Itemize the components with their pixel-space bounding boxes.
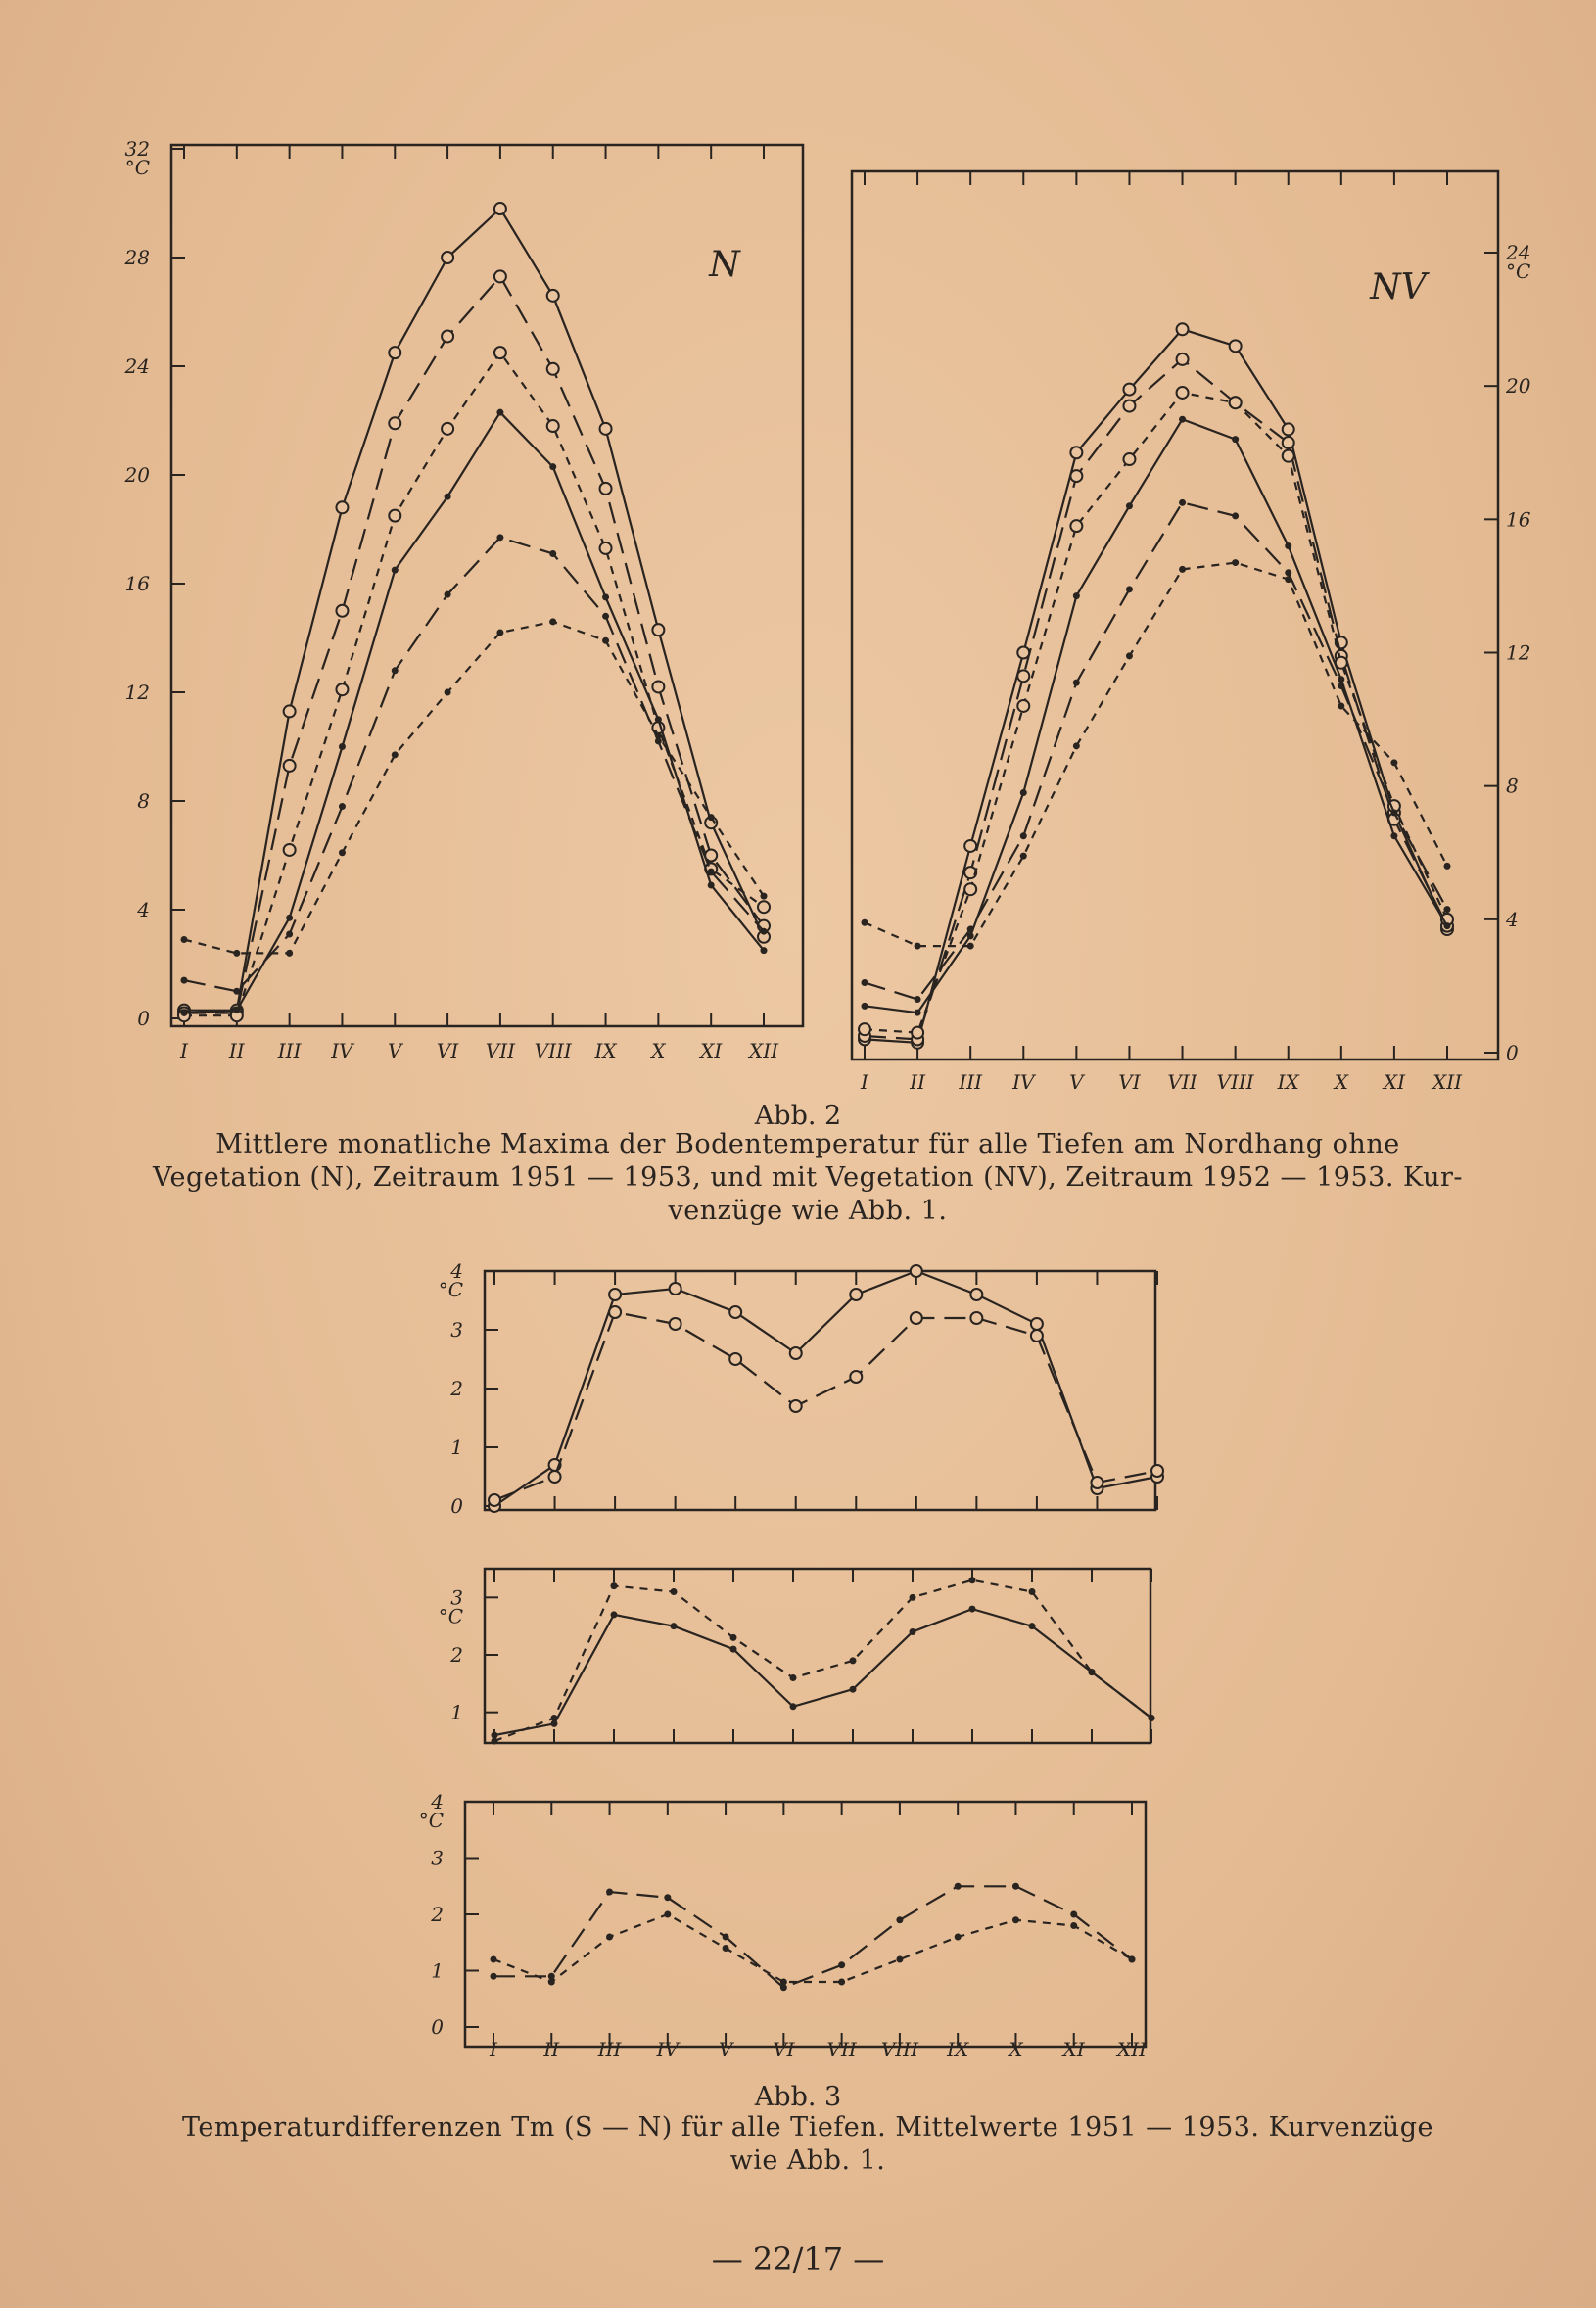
data-point xyxy=(838,1961,845,1968)
data-point xyxy=(664,1894,671,1901)
y-unit-label: °C xyxy=(438,1604,463,1628)
series-s1 xyxy=(489,1265,1163,1512)
data-point xyxy=(389,417,400,429)
data-point xyxy=(850,1657,857,1664)
data-point xyxy=(1020,789,1027,796)
x-tick-label: VI xyxy=(436,1039,459,1062)
data-point xyxy=(1338,702,1344,709)
data-point xyxy=(1283,423,1294,435)
data-point xyxy=(915,996,921,1003)
data-point xyxy=(1283,437,1294,448)
series-line xyxy=(184,412,764,1013)
chart-diff-2 xyxy=(439,1569,1155,1745)
data-point xyxy=(602,593,609,600)
data-point xyxy=(1091,1477,1103,1488)
data-point xyxy=(729,1306,741,1318)
x-tick-label: X xyxy=(1334,1070,1348,1094)
data-point xyxy=(671,1588,678,1595)
data-point xyxy=(551,1715,558,1721)
data-point xyxy=(1390,759,1397,766)
data-point xyxy=(1232,436,1239,443)
y-tick-label: 4 xyxy=(137,898,150,921)
data-point xyxy=(1390,809,1397,816)
x-tick-label: II xyxy=(543,2038,560,2061)
y-tick-label: 1 xyxy=(450,1700,463,1724)
data-point xyxy=(896,1956,903,1963)
y-tick-label: 0 xyxy=(137,1007,150,1030)
data-point xyxy=(1029,1623,1036,1629)
x-tick-label: VI xyxy=(773,2038,795,2061)
data-point xyxy=(1177,353,1189,365)
figure3-title: Abb. 3 xyxy=(754,2082,842,2112)
data-point xyxy=(1177,387,1189,399)
figure2-title: Abb. 2 xyxy=(754,1101,842,1131)
y-tick-label: 20 xyxy=(124,463,150,487)
y-tick-label: 2 xyxy=(431,1903,444,1926)
data-point xyxy=(969,1606,976,1613)
series-s1 xyxy=(859,323,1453,1048)
y-tick-label: 0 xyxy=(450,1494,463,1518)
series-s3 xyxy=(178,347,770,1021)
data-point xyxy=(1070,470,1082,482)
data-point xyxy=(548,1979,555,1986)
data-point xyxy=(336,683,348,695)
data-point xyxy=(233,1007,240,1013)
data-point xyxy=(547,420,559,432)
y-tick-label: 3 xyxy=(431,1846,444,1870)
y-tick-label: 8 xyxy=(137,789,150,813)
data-point xyxy=(609,1289,621,1300)
x-tick-label: III xyxy=(277,1039,302,1062)
x-tick-label: XII xyxy=(1116,2038,1148,2061)
data-point xyxy=(652,624,664,636)
data-point xyxy=(1151,1465,1163,1477)
y-tick-label: 16 xyxy=(1506,507,1531,532)
data-point xyxy=(445,494,451,500)
data-point xyxy=(969,1577,976,1583)
data-point xyxy=(1073,680,1080,686)
y-unit-label: °C xyxy=(124,156,150,179)
data-point xyxy=(1232,559,1239,566)
data-point xyxy=(1126,652,1133,659)
series-s5 xyxy=(181,534,768,994)
data-point xyxy=(286,930,293,937)
data-point xyxy=(1232,512,1239,519)
data-point xyxy=(494,347,506,358)
series-line xyxy=(494,1609,1151,1735)
series-line xyxy=(865,419,1447,1013)
x-tick-label: XI xyxy=(1383,1070,1405,1094)
data-point xyxy=(1070,447,1082,458)
x-tick-label: V xyxy=(1069,1070,1084,1094)
data-point xyxy=(1031,1318,1043,1330)
data-point xyxy=(671,1623,678,1629)
panel-label: N xyxy=(709,245,740,285)
data-point xyxy=(442,252,453,263)
plot-frame xyxy=(465,1802,1146,2047)
data-point xyxy=(442,330,453,342)
data-point xyxy=(1285,569,1291,576)
data-point xyxy=(336,501,348,513)
series-s6 xyxy=(491,1911,1136,1986)
figure2-caption-line2: Vegetation (N), Zeitraum 1951 — 1953, und mit Vegetation (NV), Zeitraum 1952 — 1953. Kur- xyxy=(153,1162,1463,1193)
chart-N xyxy=(124,137,803,1062)
series-s6 xyxy=(492,1577,1155,1744)
data-point xyxy=(1129,1956,1136,1963)
y-tick-label: 12 xyxy=(124,681,150,704)
data-point xyxy=(1338,676,1344,683)
data-point xyxy=(723,1945,729,1952)
x-tick-label: II xyxy=(228,1039,245,1062)
data-point xyxy=(445,591,451,598)
series-line xyxy=(493,1886,1132,1988)
data-point xyxy=(336,605,348,617)
data-point xyxy=(761,947,768,954)
data-point xyxy=(1031,1330,1043,1342)
data-point xyxy=(838,1979,845,1986)
chart-diff-1 xyxy=(439,1259,1163,1518)
data-point xyxy=(1444,863,1451,870)
series-line xyxy=(184,622,764,954)
series-s6 xyxy=(862,559,1451,949)
data-point xyxy=(670,1318,681,1330)
data-point xyxy=(970,1312,982,1324)
x-tick-label: VI xyxy=(1118,1070,1141,1094)
data-point xyxy=(606,1934,613,1941)
data-point xyxy=(910,1628,916,1635)
data-point xyxy=(233,950,240,957)
data-point xyxy=(1179,499,1186,506)
x-tick-label: IX xyxy=(594,1039,617,1062)
data-point xyxy=(1012,1916,1019,1923)
data-point xyxy=(967,926,974,933)
y-unit-label: °C xyxy=(1506,259,1531,283)
series-s4 xyxy=(181,409,768,1016)
x-tick-label: IV xyxy=(656,2038,679,2061)
y-tick-label: 1 xyxy=(450,1436,463,1459)
data-point xyxy=(1073,742,1080,749)
data-point xyxy=(850,1289,862,1300)
data-point xyxy=(761,928,768,935)
data-point xyxy=(496,629,503,636)
data-point xyxy=(1070,1911,1077,1918)
x-tick-label: I xyxy=(861,1070,868,1094)
data-point xyxy=(862,919,868,926)
data-point xyxy=(600,483,612,495)
data-point xyxy=(964,883,976,895)
data-point xyxy=(496,534,503,541)
series-line xyxy=(494,1580,1151,1741)
series-line xyxy=(865,329,1447,1043)
data-point xyxy=(181,977,188,984)
data-point xyxy=(442,423,453,435)
data-point xyxy=(655,716,662,723)
y-tick-label: 28 xyxy=(124,246,150,269)
data-point xyxy=(1285,576,1291,583)
data-point xyxy=(1390,832,1397,839)
data-point xyxy=(1089,1669,1096,1675)
series-s5 xyxy=(491,1883,1136,1992)
data-point xyxy=(790,1674,797,1681)
data-point xyxy=(392,667,399,674)
x-tick-label: IV xyxy=(331,1039,353,1062)
plot-frame xyxy=(171,145,803,1026)
x-tick-label: IX xyxy=(947,2038,969,2061)
data-point xyxy=(284,760,296,772)
series-line xyxy=(493,1914,1132,1982)
y-tick-label: 8 xyxy=(1506,774,1519,798)
data-point xyxy=(1177,323,1189,335)
data-point xyxy=(655,732,662,739)
series-line xyxy=(184,353,764,1015)
data-point xyxy=(1029,1588,1036,1595)
x-tick-label: I xyxy=(490,2038,497,2061)
data-point xyxy=(445,689,451,696)
data-point xyxy=(339,849,346,856)
data-point xyxy=(955,1934,962,1941)
data-point xyxy=(1283,450,1294,462)
data-point xyxy=(491,1973,497,1980)
y-tick-label: 16 xyxy=(124,572,150,595)
figure2-caption-line1: Mittlere monatliche Maxima der Bodentemperatur für alle Tiefen am Nordhang ohne xyxy=(215,1129,1400,1159)
data-point xyxy=(862,979,868,986)
data-point xyxy=(1179,416,1186,423)
data-point xyxy=(392,751,399,758)
data-point xyxy=(611,1582,618,1589)
data-point xyxy=(600,423,612,435)
data-point xyxy=(911,1265,922,1277)
series-line xyxy=(494,1271,1157,1506)
x-tick-label: VIII xyxy=(534,1039,572,1062)
data-point xyxy=(708,882,715,889)
data-point xyxy=(911,1312,922,1324)
x-tick-label: VIII xyxy=(880,2038,918,2061)
data-point xyxy=(1123,453,1135,465)
x-tick-label: I xyxy=(180,1039,188,1062)
data-point xyxy=(549,463,556,470)
data-point xyxy=(910,1594,916,1601)
x-tick-label: IX xyxy=(1277,1070,1299,1094)
figure3-caption-line1: Temperaturdifferenzen Tm (S — N) für alle Tiefen. Mittelwerte 1951 — 1953. Kurvenzüge xyxy=(182,2112,1433,2143)
series-s4 xyxy=(492,1606,1155,1739)
data-point xyxy=(729,1353,741,1365)
data-point xyxy=(611,1611,618,1618)
plot-frame xyxy=(485,1271,1155,1510)
data-point xyxy=(1126,586,1133,592)
data-point xyxy=(955,1883,962,1890)
data-point xyxy=(670,1283,681,1295)
data-point xyxy=(602,613,609,620)
data-point xyxy=(912,1027,923,1039)
data-point xyxy=(600,542,612,554)
data-point xyxy=(664,1911,671,1918)
series-line xyxy=(865,502,1447,999)
data-point xyxy=(1230,397,1242,408)
figure3-caption xyxy=(117,2111,1498,2178)
data-point xyxy=(606,1889,613,1896)
y-tick-label: 4 xyxy=(1506,907,1519,931)
series-line xyxy=(184,209,764,1011)
x-tick-label: XII xyxy=(1432,1070,1463,1094)
data-point xyxy=(1070,520,1082,532)
x-tick-label: VII xyxy=(485,1039,516,1062)
series-s2 xyxy=(178,270,770,1018)
x-tick-label: XI xyxy=(700,1039,723,1062)
series-line xyxy=(184,538,764,992)
data-point xyxy=(286,915,293,921)
series-s2 xyxy=(859,353,1453,1045)
data-point xyxy=(967,943,974,950)
panel-label: NV xyxy=(1370,267,1427,307)
data-point xyxy=(790,1703,797,1710)
data-point xyxy=(489,1494,500,1506)
data-point xyxy=(286,950,293,957)
data-point xyxy=(339,743,346,750)
series-s1 xyxy=(178,203,770,1016)
y-tick-label: 1 xyxy=(431,1958,444,1983)
y-unit-label: °C xyxy=(418,1809,444,1832)
x-tick-label: V xyxy=(718,2038,733,2061)
series-s2 xyxy=(489,1306,1163,1506)
data-point xyxy=(181,1010,188,1016)
data-point xyxy=(181,936,188,943)
data-point xyxy=(1285,542,1291,549)
data-point xyxy=(790,1347,802,1359)
data-point xyxy=(758,901,770,913)
y-tick-label: 3 xyxy=(450,1318,463,1342)
data-point xyxy=(547,290,559,302)
data-point xyxy=(389,510,400,522)
y-tick-label: 2 xyxy=(450,1643,463,1667)
chart-diff-3 xyxy=(419,1790,1148,2061)
data-point xyxy=(284,705,296,717)
x-tick-label: IV xyxy=(1012,1070,1035,1094)
y-tick-label: 24 xyxy=(124,354,150,378)
data-point xyxy=(730,1646,737,1653)
data-point xyxy=(1179,566,1186,573)
x-tick-label: XII xyxy=(748,1039,779,1062)
data-point xyxy=(1017,670,1029,682)
data-point xyxy=(730,1634,737,1641)
data-point xyxy=(1230,340,1242,352)
y-tick-label: 24 xyxy=(1506,241,1531,264)
series-line xyxy=(865,393,1447,1033)
figure2-caption-line3: venzüge wie Abb. 1. xyxy=(668,1196,948,1226)
data-point xyxy=(1444,922,1451,929)
data-point xyxy=(850,1371,862,1383)
x-tick-label: X xyxy=(651,1039,666,1062)
data-point xyxy=(549,1471,561,1483)
data-point xyxy=(494,203,506,214)
x-tick-label: VIII xyxy=(1216,1070,1254,1094)
data-point xyxy=(1444,906,1451,913)
data-point xyxy=(708,814,715,821)
x-tick-label: VII xyxy=(1167,1070,1197,1094)
data-point xyxy=(392,567,399,574)
page-number: — 22/17 — xyxy=(711,2240,885,2278)
data-point xyxy=(549,618,556,625)
data-point xyxy=(790,1400,802,1412)
data-point xyxy=(970,1289,982,1300)
data-point xyxy=(1149,1715,1155,1721)
y-tick-label: 20 xyxy=(1506,374,1531,399)
y-tick-label: 4 xyxy=(431,1790,444,1813)
data-point xyxy=(780,1979,787,1986)
x-tick-label: III xyxy=(597,2038,622,2061)
data-point xyxy=(915,943,921,950)
x-tick-label: X xyxy=(1009,2038,1023,2061)
data-point xyxy=(1338,683,1344,689)
data-point xyxy=(1123,384,1135,396)
data-point xyxy=(609,1306,621,1318)
data-point xyxy=(339,803,346,810)
figure2-caption xyxy=(117,1128,1498,1228)
series-line xyxy=(865,563,1447,947)
data-point xyxy=(496,409,503,416)
data-point xyxy=(896,1916,903,1923)
data-point xyxy=(862,1003,868,1010)
x-tick-label: III xyxy=(959,1070,983,1094)
y-tick-label: 4 xyxy=(450,1259,463,1283)
data-point xyxy=(1020,853,1027,860)
data-point xyxy=(761,893,768,900)
data-point xyxy=(233,988,240,995)
data-point xyxy=(708,869,715,875)
data-point xyxy=(1020,832,1027,839)
x-tick-label: XI xyxy=(1062,2038,1085,2061)
x-tick-label: II xyxy=(910,1070,925,1094)
x-tick-label: VII xyxy=(826,2038,857,2061)
series-line xyxy=(494,1312,1157,1500)
chart-NV xyxy=(852,171,1531,1094)
data-point xyxy=(284,844,296,856)
figure3-caption-line2: wie Abb. 1. xyxy=(729,2145,886,2176)
data-point xyxy=(964,840,976,852)
data-point xyxy=(1017,700,1029,712)
data-point xyxy=(652,681,664,692)
y-tick-label: 0 xyxy=(1506,1041,1519,1064)
data-point xyxy=(602,637,609,644)
x-tick-label: V xyxy=(388,1039,402,1062)
y-tick-label: 0 xyxy=(431,2015,444,2039)
y-tick-label: 2 xyxy=(450,1377,463,1400)
data-point xyxy=(494,270,506,282)
y-tick-label: 32 xyxy=(124,137,150,161)
data-point xyxy=(1073,592,1080,599)
data-point xyxy=(1070,1922,1077,1929)
data-point xyxy=(1123,400,1135,412)
data-point xyxy=(859,1023,870,1035)
data-point xyxy=(549,550,556,557)
data-point xyxy=(491,1956,497,1963)
data-point xyxy=(389,347,400,358)
data-point xyxy=(850,1686,857,1693)
data-point xyxy=(547,363,559,375)
plot-frame xyxy=(485,1569,1150,1743)
y-tick-label: 12 xyxy=(1506,640,1531,665)
y-tick-label: 3 xyxy=(450,1585,463,1610)
data-point xyxy=(492,1738,498,1745)
data-point xyxy=(1126,502,1133,509)
series-line xyxy=(184,276,764,1013)
data-point xyxy=(723,1934,729,1941)
data-point xyxy=(915,1010,921,1016)
y-unit-label: °C xyxy=(438,1278,463,1301)
data-point xyxy=(1012,1883,1019,1890)
